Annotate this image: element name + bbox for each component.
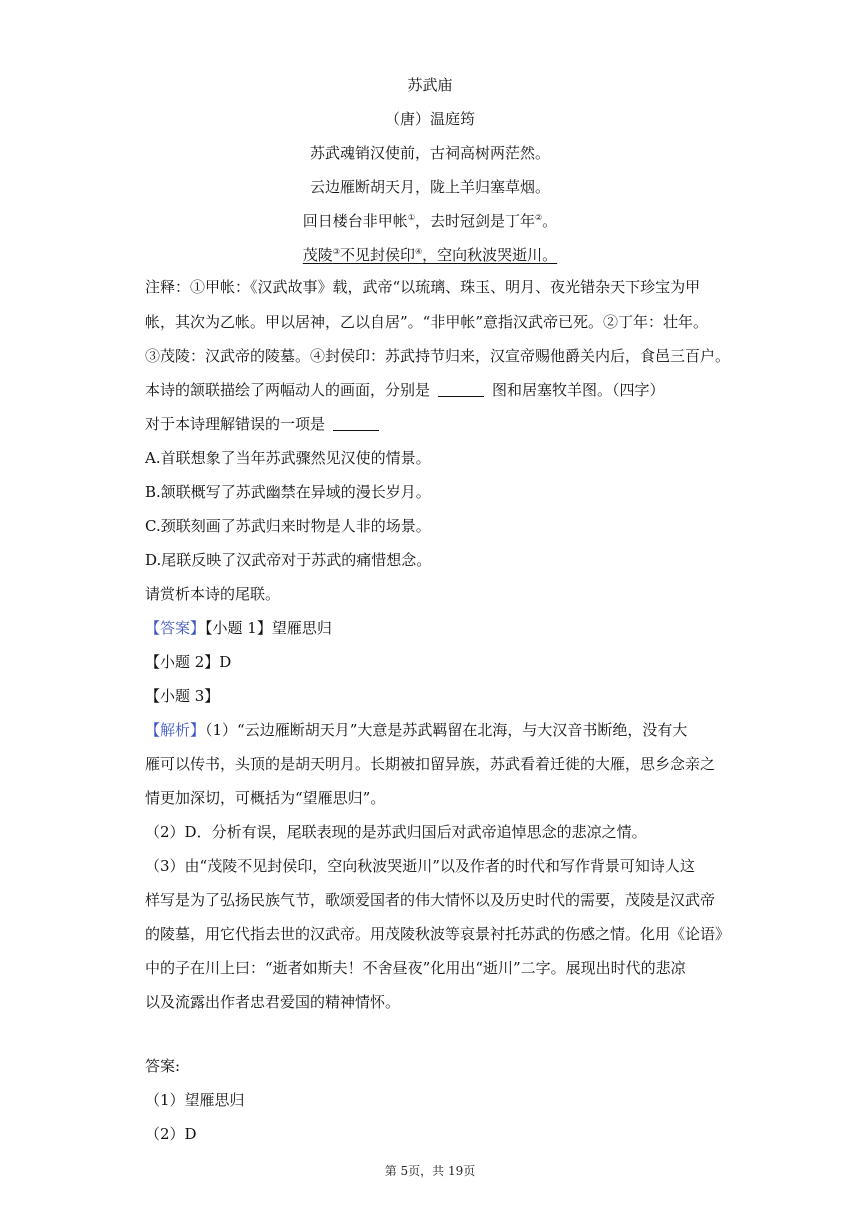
question-1 [145, 379, 725, 401]
answer-item-3: 【小题 3】 [145, 687, 220, 705]
analysis-p1-line-2: 雁可以传书，头顶的是胡天明月。长期被扣留异族，苏武看着迁徙的大雁，思乡念亲之 [145, 755, 716, 773]
poem-line-3-part-c: 。 [542, 212, 558, 230]
poem-line-3-part-a: 回日楼台非甲帐 [302, 212, 408, 230]
final-answer-1: （1）望雁思归 [145, 1091, 245, 1109]
analysis-p3-line-3: 的陵墓，用它代指去世的汉武帝。用茂陵秋波等哀景衬托苏武的伤感之情。化用《论语》 [145, 925, 731, 943]
analysis-line-1 [145, 719, 725, 741]
notes-line-3: ③茂陵：汉武帝的陵墓。④封侯印：苏武持节归来，汉宣帝赐他爵关内后，食邑三百户。 [145, 347, 731, 365]
analysis-p2: （2）D．分析有误，尾联表现的是苏武归国后对武帝追悼思念的悲凉之情。 [145, 823, 647, 841]
footnote-marker-4: ④ [415, 247, 423, 256]
option-c: C.颈联刻画了苏武归来时物是人非的场景。 [145, 517, 431, 535]
footnote-marker-1: ① [407, 213, 415, 222]
question-2-text: 对于本诗理解错误的一项是 [145, 415, 326, 433]
final-answer-2: （2）D [145, 1125, 197, 1143]
poem-line-4-part-b: 不见封侯印 [339, 246, 415, 264]
analysis-p3-line-5: 以及流露出作者忠君爱国的精神情怀。 [145, 993, 401, 1011]
poem-line-1: 苏武魂销汉使前，古祠高树两茫然。 [309, 144, 550, 162]
page-number: 第 5页，共 19页 [384, 1164, 476, 1178]
footnote-marker-2: ② [535, 213, 543, 222]
poem-title: 苏武庙 [407, 76, 453, 94]
answer-item-1: 【小题 1】望雁思归 [205, 619, 332, 637]
analysis-p3-line-4: 中的子在川上曰：“逝者如斯夫！不舍昼夜”化用出“逝川”二字。展现出时代的悲凉 [145, 959, 686, 977]
poem-author: （唐）温庭筠 [384, 110, 475, 128]
final-answer-label: 答案: [145, 1057, 181, 1075]
analysis-p1-line-3: 情更加深切，可概括为“望雁思归”。 [145, 789, 386, 807]
answer-line-1 [145, 617, 725, 639]
poem-line-3-part-b: ，去时冠剑是丁年 [414, 212, 535, 230]
question-1-part-b: 图和居塞牧羊图。（四字） [492, 381, 665, 399]
footnote-marker-3: ③ [332, 247, 340, 256]
poem-line-3 [0, 210, 860, 231]
answer-blank [333, 416, 379, 431]
poem-line-4-part-a: 茂陵 [302, 246, 333, 264]
analysis-p3-line-2: 样写是为了弘扬民族气节，歌颂爱国者的伟大情怀以及历史时代的需要，茂陵是汉武帝 [145, 891, 716, 909]
analysis-tag: 【解析】 [145, 721, 206, 739]
analysis-p3-line-1: （3）由“茂陵不见封侯印，空向秋波哭逝川”以及作者的时代和写作背景可知诗人这 [145, 857, 695, 875]
option-a: A.首联想象了当年苏武骤然见汉使的情景。 [145, 449, 431, 467]
answer-tag: 【答案】 [145, 619, 206, 637]
poem-line-4-part-c: ，空向秋波哭逝川。 [422, 246, 558, 264]
poem-line-4-underlined [303, 246, 557, 264]
analysis-p1-line-1: （1）“云边雁断胡天月”大意是苏武羁留在北海，与大汉音书断绝，没有大 [205, 721, 688, 739]
question-2 [145, 413, 725, 435]
question-1-part-a: 本诗的颔联描绘了两幅动人的画面，分别是 [145, 381, 431, 399]
poem-line-4 [0, 244, 860, 265]
answer-item-2: 【小题 2】D [145, 653, 232, 671]
option-d: D.尾联反映了汉武帝对于苏武的痛惜想念。 [145, 551, 432, 569]
option-b: B.颔联概写了苏武幽禁在异域的漫长岁月。 [145, 483, 431, 501]
notes-line-1: 注释：①甲帐：《汉武故事》载，武帝“以琉璃、珠玉、明月、夜光错杂天下珍宝为甲 [145, 278, 701, 296]
notes-line-2: 帐，其次为乙帐。甲以居神，乙以自居”。“非甲帐”意指汉武帝已死。②丁年：壮年。 [145, 313, 709, 331]
poem-line-2: 云边雁断胡天月，陇上羊归塞草烟。 [309, 178, 550, 196]
question-3: 请赏析本诗的尾联。 [145, 585, 281, 603]
answer-blank [438, 382, 484, 397]
